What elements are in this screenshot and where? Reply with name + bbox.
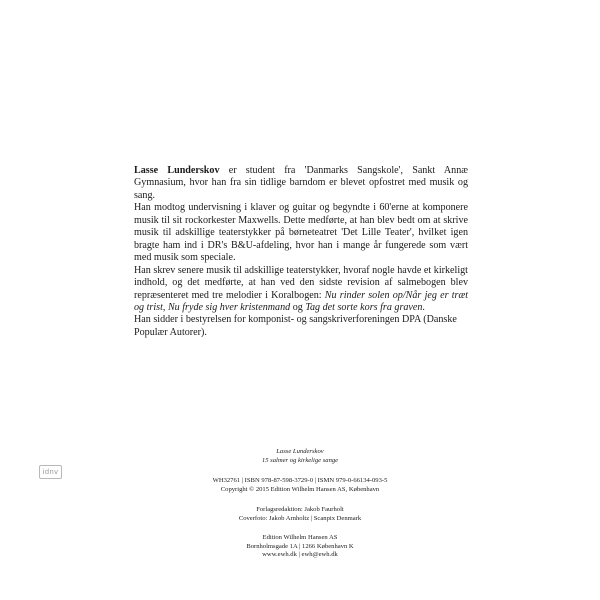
catalog-numbers: WH32761 | ISBN 978-87-598-3729-0 | ISMN 979-0-66134-093-5	[212, 477, 388, 484]
editorial-credits	[150, 506, 450, 523]
editor-credit: Forlagsredaktion: Jakob Faurholt	[256, 506, 344, 513]
imprint-block	[150, 477, 450, 494]
publisher-address: Bornholmsgade 1A | 1266 København K	[246, 542, 354, 550]
book-author: Lasse Lunderskov	[276, 448, 324, 455]
bio-paragraph-1	[134, 165, 468, 202]
book-title: 15 salmer og kirkelige sange	[261, 456, 339, 464]
copyright-line: Copyright © 2015 Edition Wilhelm Hansen AS, København	[220, 485, 380, 493]
bio-paragraph-2: Han modtog undervisning i klaver og guitar og begyndte i 60'erne at komponere musik til sit rockorkester Maxwells. Dette medførte, at han blev bedt om at skrive musik til adskillige teaterstykker på børneteatret 'Det Lille Teater', hvilket igen bragte ham ind i DR's B&U-afdeling, hvor han i mange år fungerede som vært med musik som speciale.	[134, 202, 468, 264]
publisher-name: Edition Wilhelm Hansen AS	[262, 534, 338, 541]
hymn-title-3: Tag det sorte kors fra graven	[305, 301, 423, 313]
separator: ,	[162, 301, 168, 313]
author-name: Lasse Lunderskov	[134, 165, 220, 176]
cover-photo-credit: Coverfoto: Jakob Arnholtz | Scanpix Denmark	[238, 514, 362, 522]
separator: og	[290, 301, 306, 313]
author-biography	[134, 165, 468, 339]
watermark-stamp: idnv	[39, 465, 62, 479]
hymn-title-2: Nu fryde sig hver kristenmand	[167, 301, 291, 313]
paragraph-end: .	[422, 301, 425, 313]
hymn-title-1: Nu rinder solen op/Når jeg er træt og trist	[134, 289, 468, 313]
publisher-web: www.ewh.dk | ewh@ewh.dk	[262, 551, 338, 559]
bio-paragraph-3-text: Han skrev senere musik til adskillige teaterstykker, hvoraf nogle havde et kirkeligt indhold, og det medførte, at han ved den sidste revision af salmebogen blev repræsenteret med tre melodier i Koralbogen:	[134, 264, 468, 301]
book-credit	[150, 448, 450, 465]
bio-paragraph-3	[134, 265, 468, 315]
bio-paragraph-1-text: er student fra 'Danmarks Sangskole', Sankt Annæ Gymnasium, hvor han fra sin tidlige barndom er blevet opfostret med musik og sang.	[134, 165, 468, 201]
publisher-block	[150, 534, 450, 560]
bio-paragraph-4: Han sidder i bestyrelsen for komponist- og sangskriverforeningen DPA (Danske Populær Autorer).	[134, 314, 457, 338]
